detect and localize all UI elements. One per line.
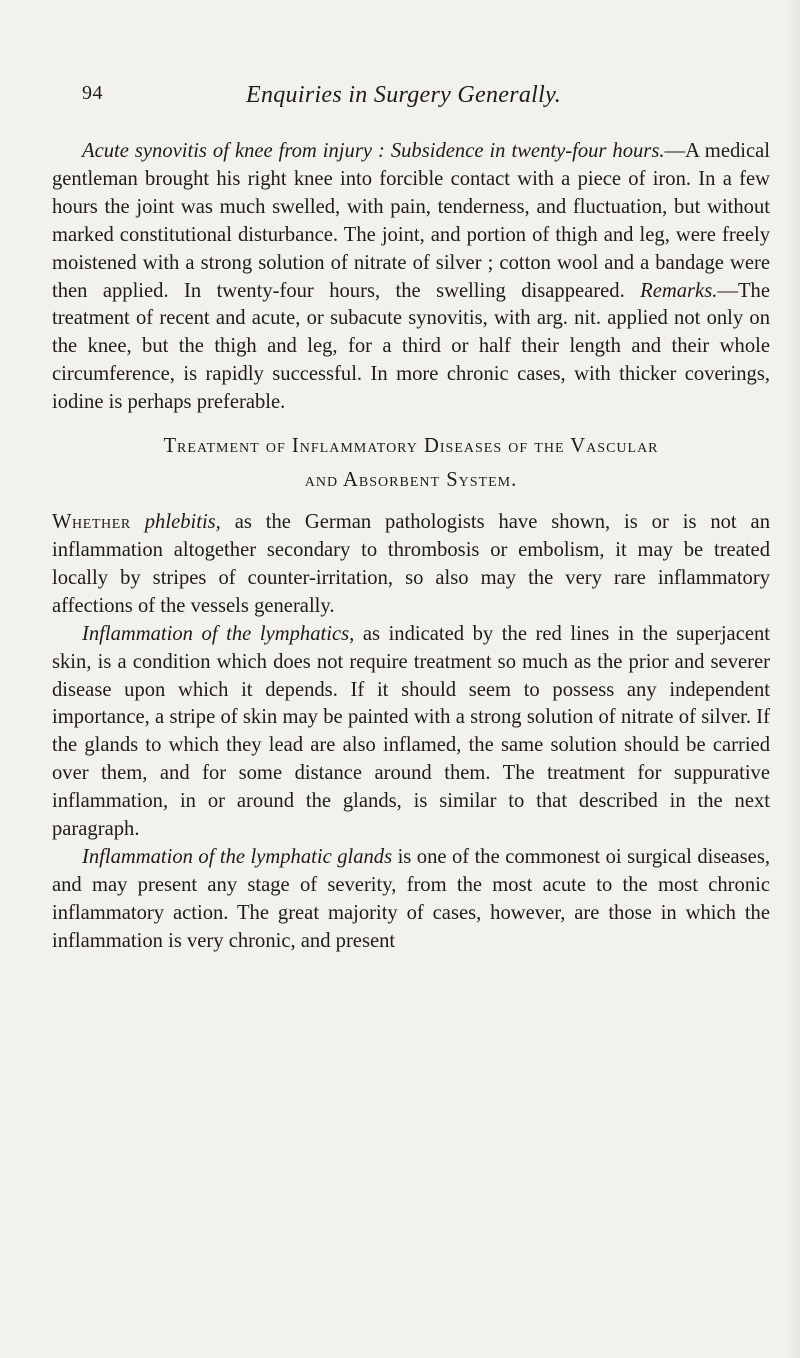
glands-term: Inflammation of the lymphatic glands bbox=[82, 845, 393, 868]
glands-paragraph bbox=[52, 844, 770, 956]
remarks-label: Remarks. bbox=[640, 279, 718, 302]
phlebitis-paragraph bbox=[52, 509, 770, 621]
section-heading-line-2: and Absorbent System. bbox=[304, 469, 518, 492]
glands-text: is one of the commonest oi surgical diseases, and may present any stage of severity, from the most acute to the most chronic inflammatory action. The great majority of cases, however, are those in which the inflammation is very chronic, and present bbox=[52, 845, 770, 952]
lymphatics-paragraph bbox=[52, 621, 770, 844]
case-text: —A medical gentleman brought his right knee into forcible contact with a piece of iron. In a few hours the joint was much swelled, with pain, tenderness, and fluctuation, but without marked constitutional disturbance. The joint, and portion of thigh and leg, were freely moistened with a strong solution of nitrate of silver ; cotton wool and a bandage were then applied. In twenty-four hours, the swelling disappeared. bbox=[52, 140, 770, 302]
lymphatics-text: as indicated by the red lines in the superjacent skin, is a condition which does not require treatment so much as the prior and severer disease upon which it depends. If it should seem to possess any independent importance, a stripe of skin may be painted with a strong solution of nitrate of silver. If the glands to which they lead are also inflamed, the same solution should be carried over them, and for some distance around them. The treatment for suppurative inflammation, in or around the glands, is similar to that described in the next paragraph. bbox=[52, 622, 771, 841]
lymphatics-term: Inflammation of the lymphatics, bbox=[82, 622, 355, 645]
case-title: Acute synovitis of knee from injury : Subsidence in twenty-four hours. bbox=[82, 140, 665, 162]
section-heading bbox=[52, 429, 770, 497]
phlebitis-term: phlebitis, bbox=[144, 511, 221, 534]
phlebitis-text: as the German pathologists have shown, is or is not an inflammation altogether secondary to thrombosis or embolism, it may be treated locally by stripes of counter-irritation, so also may the very rare inflammatory affections of the vessels generally. bbox=[52, 511, 770, 617]
lead-word: Whether bbox=[52, 511, 131, 534]
body-text bbox=[52, 138, 770, 956]
running-head: Enquiries in Surgery Generally. bbox=[246, 82, 562, 108]
page-edge-shadow bbox=[786, 0, 800, 1358]
section-heading-line-1: Treatment of Inflammatory Diseases of the Vascular bbox=[163, 435, 659, 458]
remarks-text: —The treatment of recent and acute, or subacute synovitis, with arg. nit. applied not only on the knee, but the thigh and leg, for a third or half their length and their whole circumference, is rapidly successful. In more chronic cases, with thicker coverings, iodine is perhaps preferable. bbox=[52, 279, 770, 414]
page-number: 94 bbox=[82, 82, 103, 104]
case-paragraph bbox=[52, 138, 770, 417]
